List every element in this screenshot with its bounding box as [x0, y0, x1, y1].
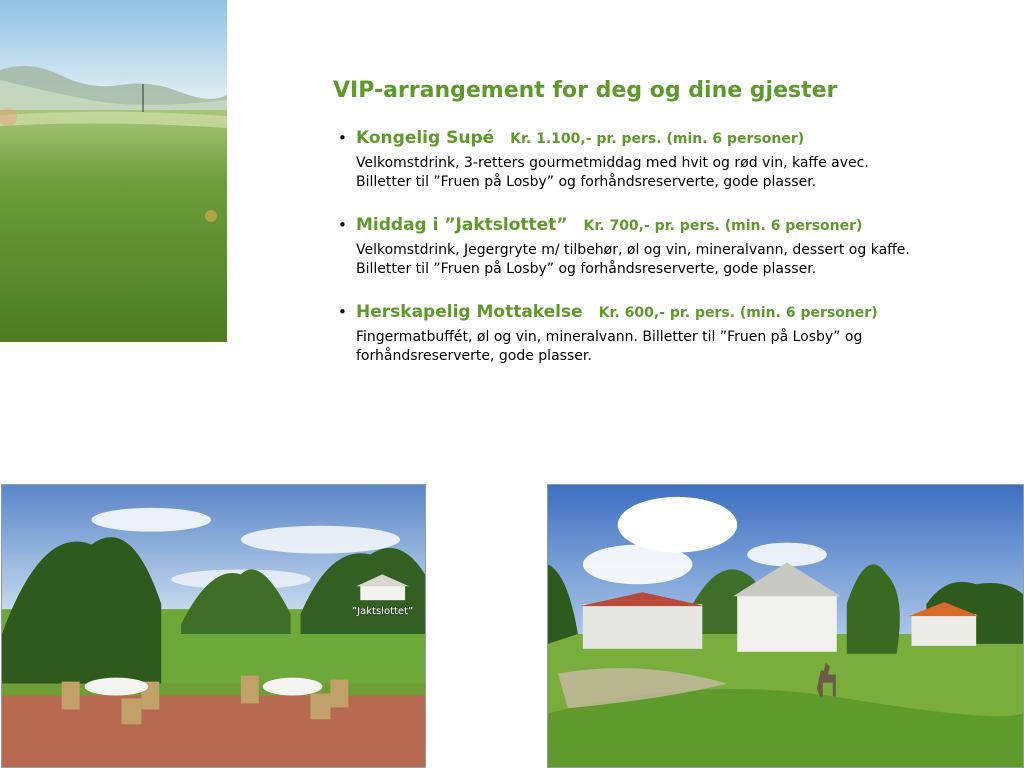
bullet-icon: •	[338, 216, 347, 234]
offer-name: Kongelig Supé	[356, 128, 495, 148]
offer-description	[356, 241, 998, 279]
offer-description-line: Billetter til ”Fruen på Losby” og forhåndsreserverte, gode plasser.	[356, 174, 817, 190]
offer-item	[338, 302, 998, 366]
offer-item	[338, 215, 998, 279]
offer-description	[356, 154, 998, 192]
offer-description-line: Fingermatbuffét, øl og vin, mineralvann. Billetter til ”Fruen på Losby” og	[356, 329, 863, 345]
offer-price: Kr. 600,- pr. pers. (min. 6 personer)	[598, 305, 878, 321]
offer-description	[356, 328, 998, 366]
terrace-photo	[1, 484, 426, 768]
photo-caption: ”Jaktslottet”	[352, 606, 414, 617]
bullet-icon: •	[338, 129, 347, 147]
offer-description-line: Velkomstdrink, Jegergryte m/ tilbehør, øl og vin, mineralvann, dessert og kaffe.	[356, 242, 910, 258]
page-title: VIP-arrangement for deg og dine gjester	[333, 78, 838, 103]
offer-description-line: forhåndsreserverte, gode plasser.	[356, 348, 592, 364]
offer-name: Middag i ”Jaktslottet”	[356, 215, 568, 235]
golf-course-photo	[0, 0, 227, 342]
offer-price: Kr. 700,- pr. pers. (min. 6 personer)	[583, 218, 863, 234]
offer-description-line: Velkomstdrink, 3-retters gourmetmiddag med hvit og rød vin, kaffe avec.	[356, 155, 869, 171]
offer-name: Herskapelig Mottakelse	[356, 302, 583, 322]
offer-description-line: Billetter til ”Fruen på Losby” og forhåndsreserverte, gode plasser.	[356, 261, 817, 277]
offer-price: Kr. 1.100,- pr. pers. (min. 6 personer)	[510, 131, 805, 147]
bullet-icon: •	[338, 303, 347, 321]
estate-photo	[547, 484, 1024, 768]
offer-item	[338, 128, 998, 192]
offer-list	[338, 128, 998, 389]
